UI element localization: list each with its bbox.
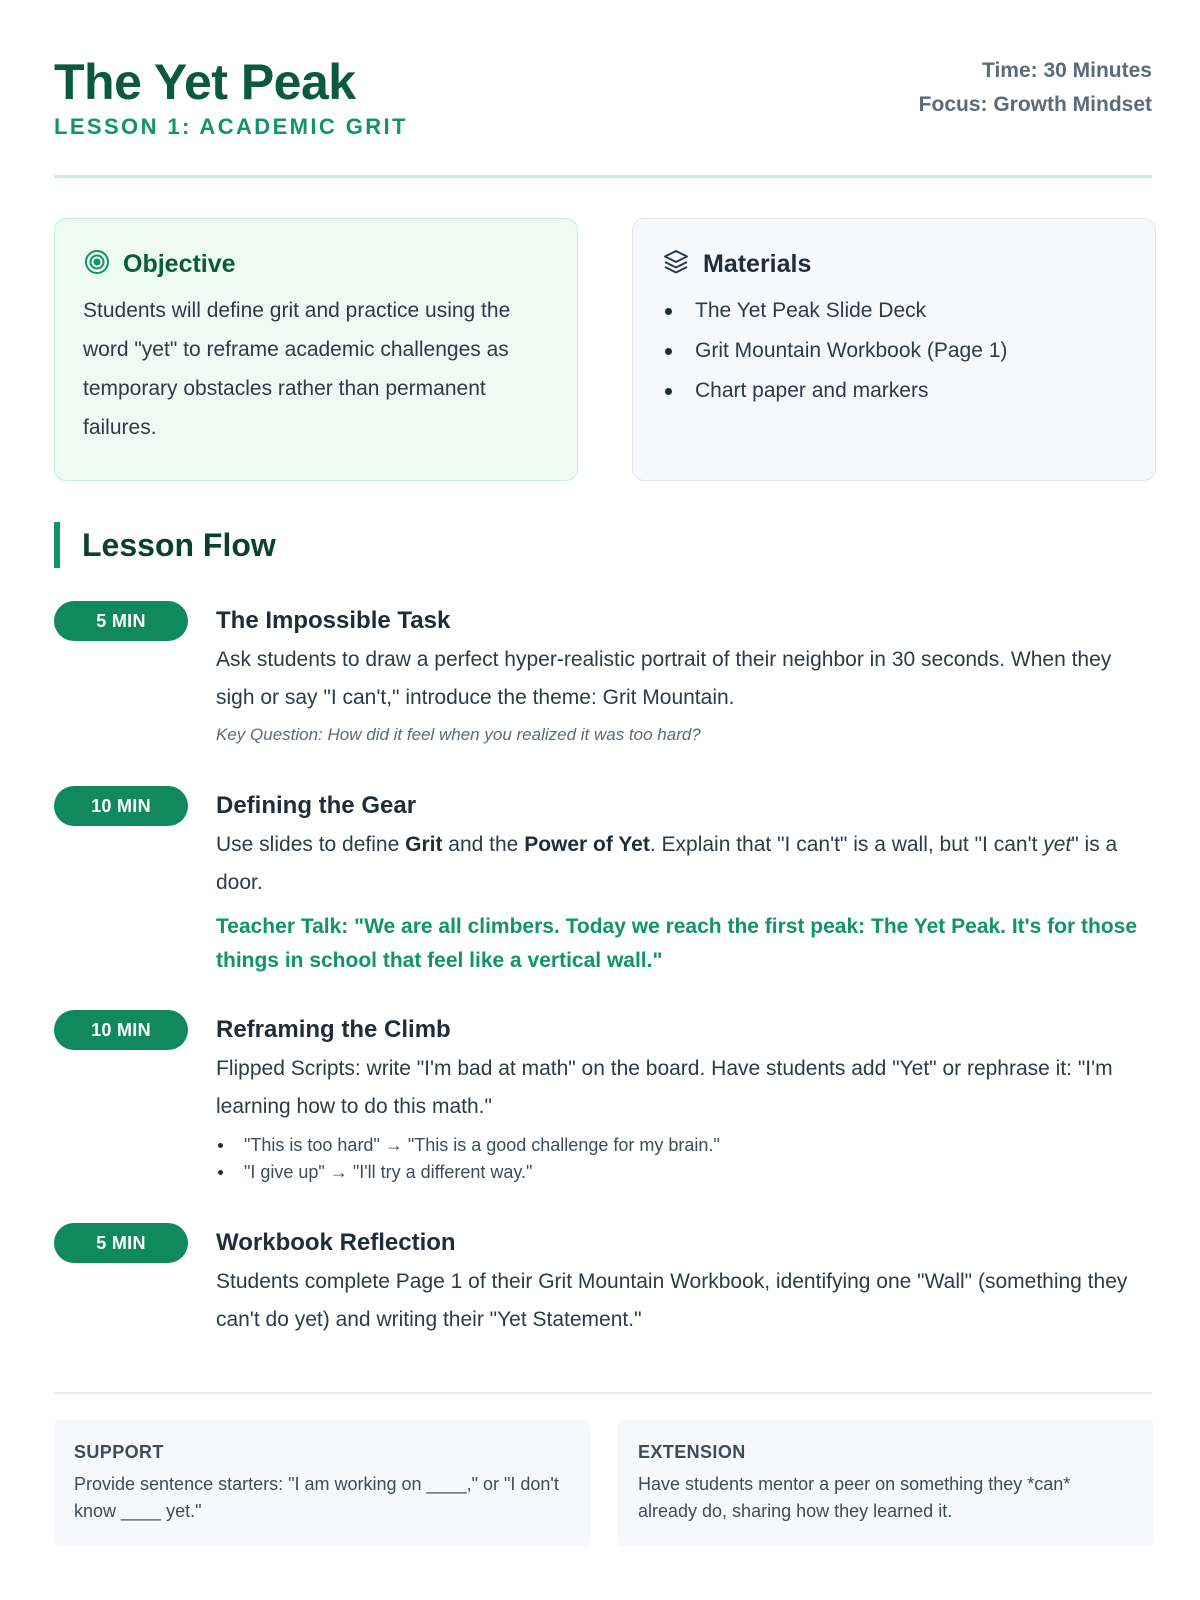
list-item: "This is too hard" → "This is a good challenge for my brain." bbox=[216, 1132, 1154, 1159]
step-title: Defining the Gear bbox=[216, 792, 417, 819]
materials-title: Materials bbox=[703, 249, 812, 278]
support-box bbox=[54, 1420, 590, 1546]
page-title: The Yet Peak bbox=[54, 54, 356, 110]
support-text: Provide sentence starters: "I am working on ____," or "I don't know ____ yet." bbox=[74, 1474, 559, 1521]
time-label: Time: 30 Minutes bbox=[982, 59, 1152, 82]
step-text-part: . Explain that "I can't" is a wall, but "I can't bbox=[649, 833, 1044, 856]
duration-badge: 10 MIN bbox=[54, 1010, 188, 1050]
lesson-flow-heading: Lesson Flow bbox=[54, 522, 276, 568]
duration-badge: 5 MIN bbox=[54, 1223, 188, 1263]
emphasis-yet: yet bbox=[1043, 833, 1072, 856]
step-text-part: and the bbox=[442, 833, 525, 856]
example-list bbox=[216, 1132, 1154, 1186]
materials-list bbox=[661, 291, 1127, 411]
section-divider bbox=[54, 1392, 1152, 1394]
teacher-talk: Teacher Talk: "We are all climbers. Today we reach the first peak: The Yet Peak. It's for those things in school that feel like a vertical wall." bbox=[216, 915, 1138, 972]
layers-icon bbox=[661, 247, 691, 282]
list-item: "I give up" → "I'll try a different way." bbox=[216, 1159, 1154, 1186]
lesson-header bbox=[54, 52, 1152, 178]
focus-label: Focus: Growth Mindset bbox=[918, 93, 1152, 116]
list-item: Chart paper and markers bbox=[661, 371, 1127, 411]
duration-badge: 5 MIN bbox=[54, 601, 188, 641]
support-label: SUPPORT bbox=[74, 1442, 164, 1462]
lesson-meta bbox=[919, 54, 1152, 122]
extension-text: Have students mentor a peer on something they *can* already do, sharing how they learned it. bbox=[638, 1474, 1071, 1521]
step-title: Workbook Reflection bbox=[216, 1229, 456, 1256]
step-text-part: " is a door. bbox=[216, 833, 1118, 894]
step-text-part: Use slides to define bbox=[216, 833, 406, 856]
step-text: Students complete Page 1 of their Grit Mountain Workbook, identifying one "Wall" (something they can't do yet) and writing their "Yet Statement." bbox=[216, 1270, 1128, 1331]
step-text: Ask students to draw a perfect hyper-realistic portrait of their neighbor in 30 seconds. When they sigh or say "I can't," introduce the theme: Grit Mountain. bbox=[216, 648, 1112, 709]
extension-label: EXTENSION bbox=[638, 1442, 746, 1462]
list-item: The Yet Peak Slide Deck bbox=[661, 291, 1127, 331]
step-text: Flipped Scripts: write "I'm bad at math" on the board. Have students add "Yet" or rephrase it: "I'm learning how to do this math." bbox=[216, 1057, 1113, 1118]
list-item: Grit Mountain Workbook (Page 1) bbox=[661, 331, 1127, 371]
lesson-subtitle: LESSON 1: ACADEMIC GRIT bbox=[54, 114, 408, 139]
duration-badge: 10 MIN bbox=[54, 786, 188, 826]
objective-text: Students will define grit and practice using the word "yet" to reframe academic challenges as temporary obstacles rather than permanent failures. bbox=[83, 299, 511, 439]
materials-card bbox=[632, 218, 1156, 481]
step-title: Reframing the Climb bbox=[216, 1016, 451, 1043]
step-title: The Impossible Task bbox=[216, 607, 451, 634]
objective-card bbox=[54, 218, 578, 481]
objective-title: Objective bbox=[123, 249, 236, 278]
term-grit: Grit bbox=[405, 833, 443, 856]
key-question: Key Question: How did it feel when you realized it was too hard? bbox=[216, 725, 701, 744]
term-power-of-yet: Power of Yet bbox=[524, 833, 650, 856]
target-icon bbox=[83, 248, 111, 281]
step-text bbox=[216, 826, 1154, 902]
extension-box bbox=[618, 1420, 1154, 1546]
